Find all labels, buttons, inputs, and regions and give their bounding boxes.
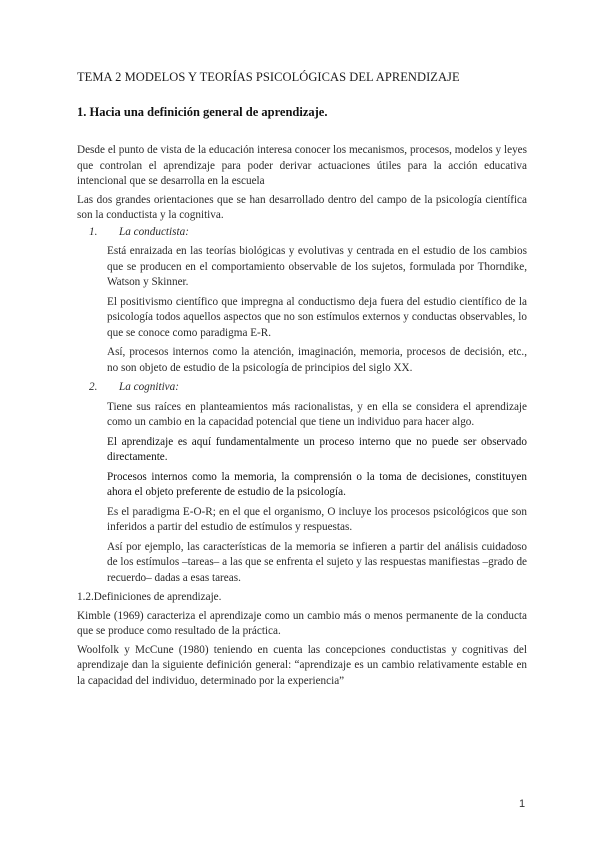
cognitiva-paragraph-5: Así por ejemplo, las características de la memoria se infieren a partir del análisis cuidadoso de los estímulos –tareas– a las que se enfrenta el sujeto y las respuestas manifiestas –grado de recuerdo– dadas a esas tareas.: [107, 540, 527, 584]
definition-paragraph-2: Woolfolk y McCune (1980) teniendo en cuenta las concepciones conductistas y cognitivas del aprendizaje dan la siguiente definición general: “aprendizaje es un cambio relativamente estable en la capacidad del individuo, determinado por la experiencia”: [77, 643, 527, 687]
list-item-conductista: [77, 225, 527, 241]
cognitiva-paragraph-2: El aprendizaje es aquí fundamentalmente un proceso interno que no puede ser observado directamente.: [107, 435, 527, 463]
document-title: TEMA 2 MODELOS Y TEORÍAS PSICOLÓGICAS DEL APRENDIZAJE: [77, 70, 460, 84]
list-label: La conductista:: [119, 225, 189, 238]
list-item-cognitiva-content: [107, 400, 527, 587]
document-body: [77, 130, 527, 689]
cognitiva-paragraph-1: Tiene sus raíces en planteamientos más racionalistas, y en ella se considera el aprendizaje como un cambio en la capacidad potencial que tiene un individuo para hacer algo.: [107, 400, 527, 428]
section-heading: 1. Hacia una definición general de aprendizaje.: [77, 105, 328, 119]
list-number: 1.: [89, 225, 98, 238]
conductista-paragraph-3: Así, procesos internos como la atención, imaginación, memoria, procesos de decisión, etc., no son objeto de estudio de la psicología de principios del siglo XX.: [107, 346, 527, 374]
intro-paragraph-1: Desde el punto de vista de la educación interesa conocer los mecanismos, procesos, modelos y leyes que controlan el aprendizaje para poder derivar actuaciones útiles para la acción educativa intencional que se desarrolla en la escuela: [77, 144, 527, 187]
list-number: 2.: [89, 381, 98, 393]
conductista-paragraph-2: El positivismo científico que impregna al conductismo deja fuera del estudio científico de la psicología todos aquellos aspectos que no son estímulos externos y conductas observables, lo que se conoce como paradigma E-R.: [107, 295, 527, 339]
intro-paragraph-2: Las dos grandes orientaciones que se han desarrollado dentro del campo de la psicología científica son la conductista y la cognitiva.: [77, 193, 527, 221]
list-item-conductista-content: [107, 244, 527, 376]
conductista-paragraph-1: Está enraizada en las teorías biológicas y evolutivas y centrada en el estudio de los cambios que se producen en el comportamiento observable de los sujetos, formulada por Thorndike, Watson y Skinner.: [107, 245, 527, 288]
cognitiva-paragraph-3: Procesos internos como la memoria, la comprensión o la toma de decisiones, constituyen ahora el objeto preferente de estudio de la psicología.: [107, 470, 527, 498]
cognitiva-paragraph-4: Es el paradigma E-O-R; en el que el organismo, O incluye los procesos psicológicos que son inferidos a partir del estudio de estímulos y respuestas.: [107, 505, 527, 533]
list-label: La cognitiva:: [119, 381, 179, 393]
subsection-heading: 1.2.Definiciones de aprendizaje.: [77, 591, 222, 603]
page-number: 1: [519, 798, 526, 810]
definition-paragraph-1: Kimble (1969) caracteriza el aprendizaje como un cambio más o menos permanente de la conducta que se produce como resultado de la práctica.: [77, 609, 527, 637]
list-item-cognitiva: [77, 380, 527, 396]
